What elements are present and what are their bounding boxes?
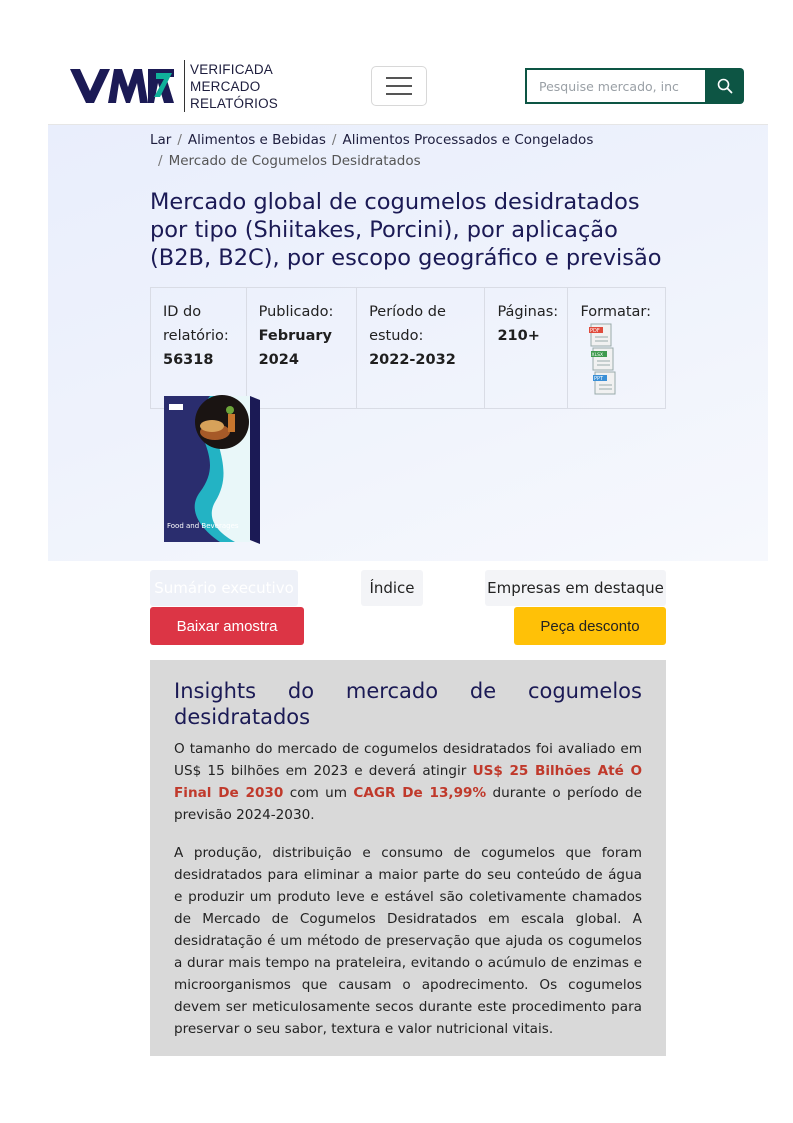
text-run: durante o período de previsão 2024-2030. bbox=[174, 785, 642, 823]
logo-line: VERIFICADA bbox=[190, 61, 274, 77]
insights-paragraph-1 bbox=[174, 738, 642, 826]
pdf-file-icon bbox=[589, 324, 611, 346]
insights-title-line1 bbox=[174, 678, 642, 704]
market-insights-panel bbox=[150, 660, 666, 1056]
breadcrumb bbox=[150, 130, 630, 172]
meta-study-period bbox=[357, 288, 485, 408]
site-logo[interactable] bbox=[70, 58, 280, 114]
meta-value: 210+ bbox=[497, 328, 540, 344]
meta-published bbox=[247, 288, 357, 408]
hamburger-icon-bar bbox=[386, 93, 412, 95]
site-header bbox=[0, 0, 793, 125]
hamburger-icon-bar bbox=[386, 85, 412, 87]
breadcrumb-separator: / bbox=[158, 153, 163, 169]
text-run: com um bbox=[283, 785, 354, 801]
breadcrumb-current: Mercado de Cogumelos Desidratados bbox=[168, 153, 421, 169]
meta-label: Publicado: bbox=[258, 304, 334, 320]
insights-title bbox=[174, 678, 642, 730]
breadcrumb-separator: / bbox=[331, 132, 337, 148]
meta-label: Páginas: bbox=[497, 304, 559, 320]
logo-wordmark bbox=[190, 61, 278, 112]
request-discount-button[interactable]: Peça desconto bbox=[514, 607, 666, 645]
search-form bbox=[525, 68, 744, 104]
meta-label: Formatar: bbox=[580, 304, 652, 320]
hamburger-menu-button[interactable] bbox=[371, 66, 427, 106]
page-title: Mercado global de cogumelos desidratados por tipo (Shiitakes, Porcini), por aplicação (B2B, B2C), por escopo geográfico e previsão bbox=[150, 189, 662, 271]
highlight-cagr: CAGR De 13,99% bbox=[353, 785, 487, 801]
title-word: cogumelos bbox=[527, 679, 642, 703]
insights-title-line2: desidratados bbox=[174, 705, 311, 729]
search-button[interactable] bbox=[705, 68, 744, 104]
report-cover-image bbox=[160, 392, 260, 544]
search-icon bbox=[717, 78, 733, 94]
meta-value: February 2024 bbox=[258, 328, 332, 368]
text-run: O tamanho do mercado de cogumelos desidratados foi avaliado em US$ 15 bilhões em 2023 e deverá atingir bbox=[174, 741, 642, 779]
format-label-ppt: PPT bbox=[594, 376, 604, 382]
meta-report-id bbox=[151, 288, 247, 408]
breadcrumb-link-processed-frozen[interactable]: Alimentos Processados e Congelados bbox=[342, 132, 594, 148]
meta-value: 56318 bbox=[163, 352, 214, 368]
meta-label: ID do relatório: bbox=[163, 304, 229, 344]
cover-category-text: Food and Beverages bbox=[167, 522, 239, 530]
format-label-pdf: PDF bbox=[590, 328, 600, 334]
ppt-file-icon bbox=[593, 372, 615, 394]
breadcrumb-separator: / bbox=[177, 132, 182, 148]
tab-executive-summary[interactable]: Sumário executivo bbox=[150, 570, 298, 606]
file-format-icons bbox=[587, 322, 619, 396]
logo-line: RELATÓRIOS bbox=[190, 95, 279, 111]
search-input[interactable] bbox=[525, 68, 705, 104]
breadcrumb-link-food-beverages[interactable]: Alimentos e Bebidas bbox=[187, 132, 326, 148]
tab-index[interactable]: Índice bbox=[361, 570, 423, 606]
insights-paragraph-2: A produção, distribuição e consumo de cogumelos que foram desidratados para eliminar a maior parte do seu conteúdo de água e produzir um produto leve e estável são coletivamente chamados de Mercado de Cogumelos Desidratados em escala global. A desidratação é um método de preservação que ajuda os cogumelos a durar mais tempo na prateleira, evitando o acúmulo de enzimas e microorganismos que causam o apodrecimento. Os cogumelos devem ser meticulosamente secos durante este procedimento para preservar o seu sabor, textura e valor nutricional vitais. bbox=[174, 845, 642, 1037]
meta-pages bbox=[485, 288, 568, 408]
logo-line: MERCADO bbox=[190, 78, 261, 94]
breadcrumb-link-home[interactable]: Lar bbox=[150, 132, 172, 148]
vmr-logo-icon bbox=[70, 69, 174, 103]
title-word: do bbox=[287, 679, 315, 703]
meta-label: Período de estudo: bbox=[369, 304, 446, 344]
download-sample-button[interactable]: Baixar amostra bbox=[150, 607, 304, 645]
xlsx-file-icon bbox=[591, 348, 613, 370]
highlight-market-value: US$ 25 Bilhões Até O Final De 2030 bbox=[174, 763, 643, 801]
tab-featured-companies[interactable]: Empresas em destaque bbox=[485, 570, 666, 606]
title-word: de bbox=[469, 679, 497, 703]
logo-divider bbox=[184, 60, 185, 112]
hamburger-icon-bar bbox=[386, 77, 412, 79]
format-label-xlsx: XLSX bbox=[591, 353, 604, 358]
meta-value: 2022-2032 bbox=[369, 352, 456, 368]
title-word: Insights bbox=[174, 679, 257, 703]
title-word: mercado bbox=[345, 679, 439, 703]
